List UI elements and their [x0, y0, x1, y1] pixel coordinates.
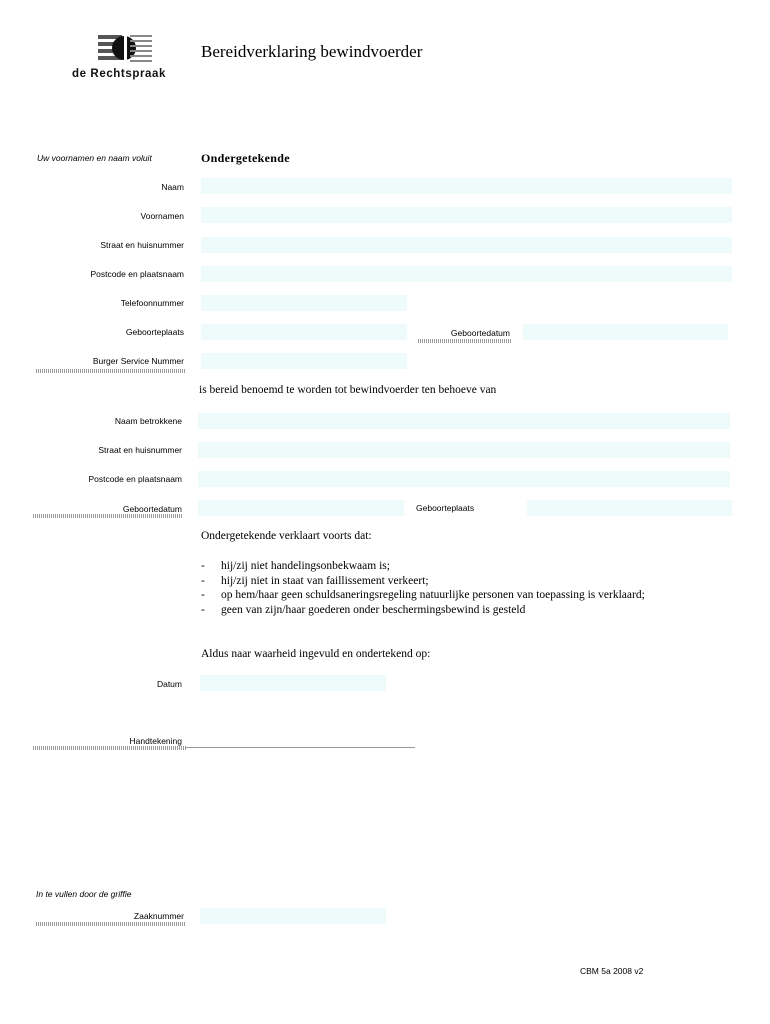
straat-field[interactable] — [201, 237, 732, 253]
label-telefoon: Telefoonnummer — [120, 298, 184, 308]
label-geboortedatum-betrokkene: Geboortedatum — [122, 504, 182, 514]
page-title: Bereidverklaring bewindvoerder — [201, 42, 423, 61]
label-zaaknummer: Zaaknummer — [133, 911, 184, 921]
bsn-field[interactable] — [201, 353, 407, 369]
section2-divider — [33, 514, 182, 518]
section2-heading: is bereid benoemd te worden tot bewindvoerder ten behoeve van — [199, 384, 497, 396]
datum-field[interactable] — [200, 675, 386, 691]
label-straat-betrokkene: Straat en huisnummer — [98, 445, 182, 455]
griffie-heading: In te vullen door de griffie — [36, 889, 132, 899]
label-datum: Datum — [156, 679, 182, 689]
form-code: CBM 5a 2008 v2 — [580, 966, 644, 976]
geboortedatum-betrokkene-field[interactable] — [198, 500, 404, 516]
label-handtekening: Handtekening — [129, 736, 182, 746]
straat-betrokkene-field[interactable] — [198, 442, 730, 458]
declaration-item: - op hem/haar geen schuldsaneringsregeling natuurlijke personen van toepassing is verklaard; — [201, 589, 645, 601]
section1-divider — [36, 369, 185, 373]
label-bsn: Burger Service Nummer — [92, 356, 184, 366]
naam-betrokkene-field[interactable] — [198, 413, 730, 429]
declaration-item: - geen van zijn/haar goederen onder beschermingsbewind is gesteld — [201, 603, 526, 616]
logo-text: de Rechtspraak — [72, 68, 167, 80]
declaration-item: - hij/zij niet handelingsonbekwaam is; — [201, 560, 390, 572]
voornamen-field[interactable] — [201, 207, 732, 223]
signature-divider — [33, 746, 186, 750]
label-geboorteplaats: Geboorteplaats — [125, 327, 184, 337]
declaration-closing: Aldus naar waarheid ingevuld en ondertekend op: — [201, 648, 431, 660]
declaration-list — [201, 559, 661, 617]
label-postcode: Postcode en plaatsnaam — [90, 269, 184, 279]
geboorteplaats-betrokkene-field[interactable] — [527, 500, 732, 516]
geboorteplaats-field[interactable] — [201, 324, 407, 340]
geboortedatum-underline — [418, 339, 511, 343]
label-voornamen: Voornamen — [140, 211, 184, 221]
label-straat: Straat en huisnummer — [100, 240, 184, 250]
naam-field[interactable] — [201, 178, 732, 194]
telefoon-field[interactable] — [201, 295, 407, 311]
label-naam-betrokkene: Naam betrokkene — [114, 416, 182, 426]
postcode-betrokkene-field[interactable] — [198, 471, 730, 487]
logo — [70, 33, 180, 83]
rechtspraak-logo-icon — [98, 33, 158, 65]
label-naam: Naam — [161, 182, 184, 192]
label-geboortedatum: Geboortedatum — [450, 328, 510, 338]
section1-heading: Ondergetekende — [201, 151, 290, 165]
declaration-intro: Ondergetekende verklaart voorts dat: — [201, 530, 372, 542]
handtekening-line[interactable] — [186, 747, 415, 748]
zaaknummer-field[interactable] — [200, 908, 386, 924]
geboortedatum-field[interactable] — [523, 324, 728, 340]
label-postcode-betrokkene: Postcode en plaatsnaam — [88, 474, 182, 484]
postcode-field[interactable] — [201, 266, 732, 282]
section1-side-heading: Uw voornamen en naam voluit — [37, 153, 152, 163]
label-geboorteplaats-betrokkene: Geboorteplaats — [416, 503, 475, 513]
griffie-divider — [36, 922, 185, 926]
declaration-item: - hij/zij niet in staat van faillissement verkeert; — [201, 574, 429, 587]
